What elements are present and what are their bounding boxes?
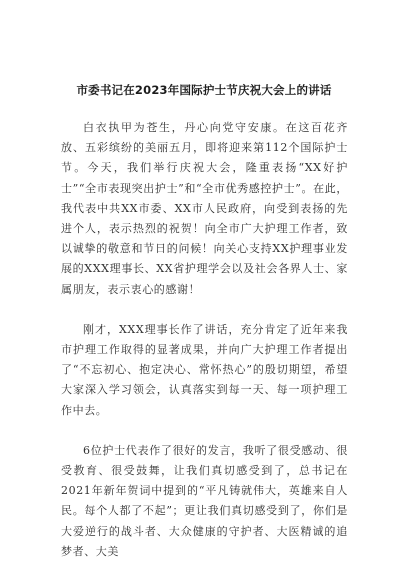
document-body [61, 118, 348, 582]
paragraph-speech-review: 刚才，XXX理事长作了讲话，充分肯定了近年来我市护理工作取得的显著成果，并向广大护理工作者提出了“不忘初心、抱定决心、常怀热心”的殷切期望，希望大家深入学习领会，认真落实到每一天、每一项护理工作中去。 [61, 322, 348, 417]
document-title: 市委书记在2023年国际护士节庆祝大会上的讲话 [76, 83, 332, 97]
paragraph-nurse-representatives: 6位护士代表作了很好的发言，我听了很受感动、很受教育、很受鼓舞，让我们真切感受到了，总书记在2021年新年贺词中提到的“平凡铸就伟大，英雄来自人民。每个人都了不起”；更让我们真切感受到了，你们是大爱逆行的战斗者、大众健康的守护者、大医精诚的追梦者、大美 [61, 443, 348, 558]
paragraph-opening: 白衣执甲为苍生，丹心向党守安康。在这百花齐放、五彩缤纷的美丽五月，即将迎来第112个国际护士节。今天，我们举行庆祝大会，隆重表扬“XX好护士”“全市表现突出护士”和“全市优秀感控护士”。在此，我代表中共XX市委、XX市人民政府，向受到表扬的先进个人，表示热烈的祝贺！向全市广大护理工作者，致以诚挚的敬意和节日的问候！向关心支持XX护理事业发展的XXX理事长、XX省护理学会以及社会各界人士、家属朋友，表示衷心的感谢！ [61, 121, 348, 296]
